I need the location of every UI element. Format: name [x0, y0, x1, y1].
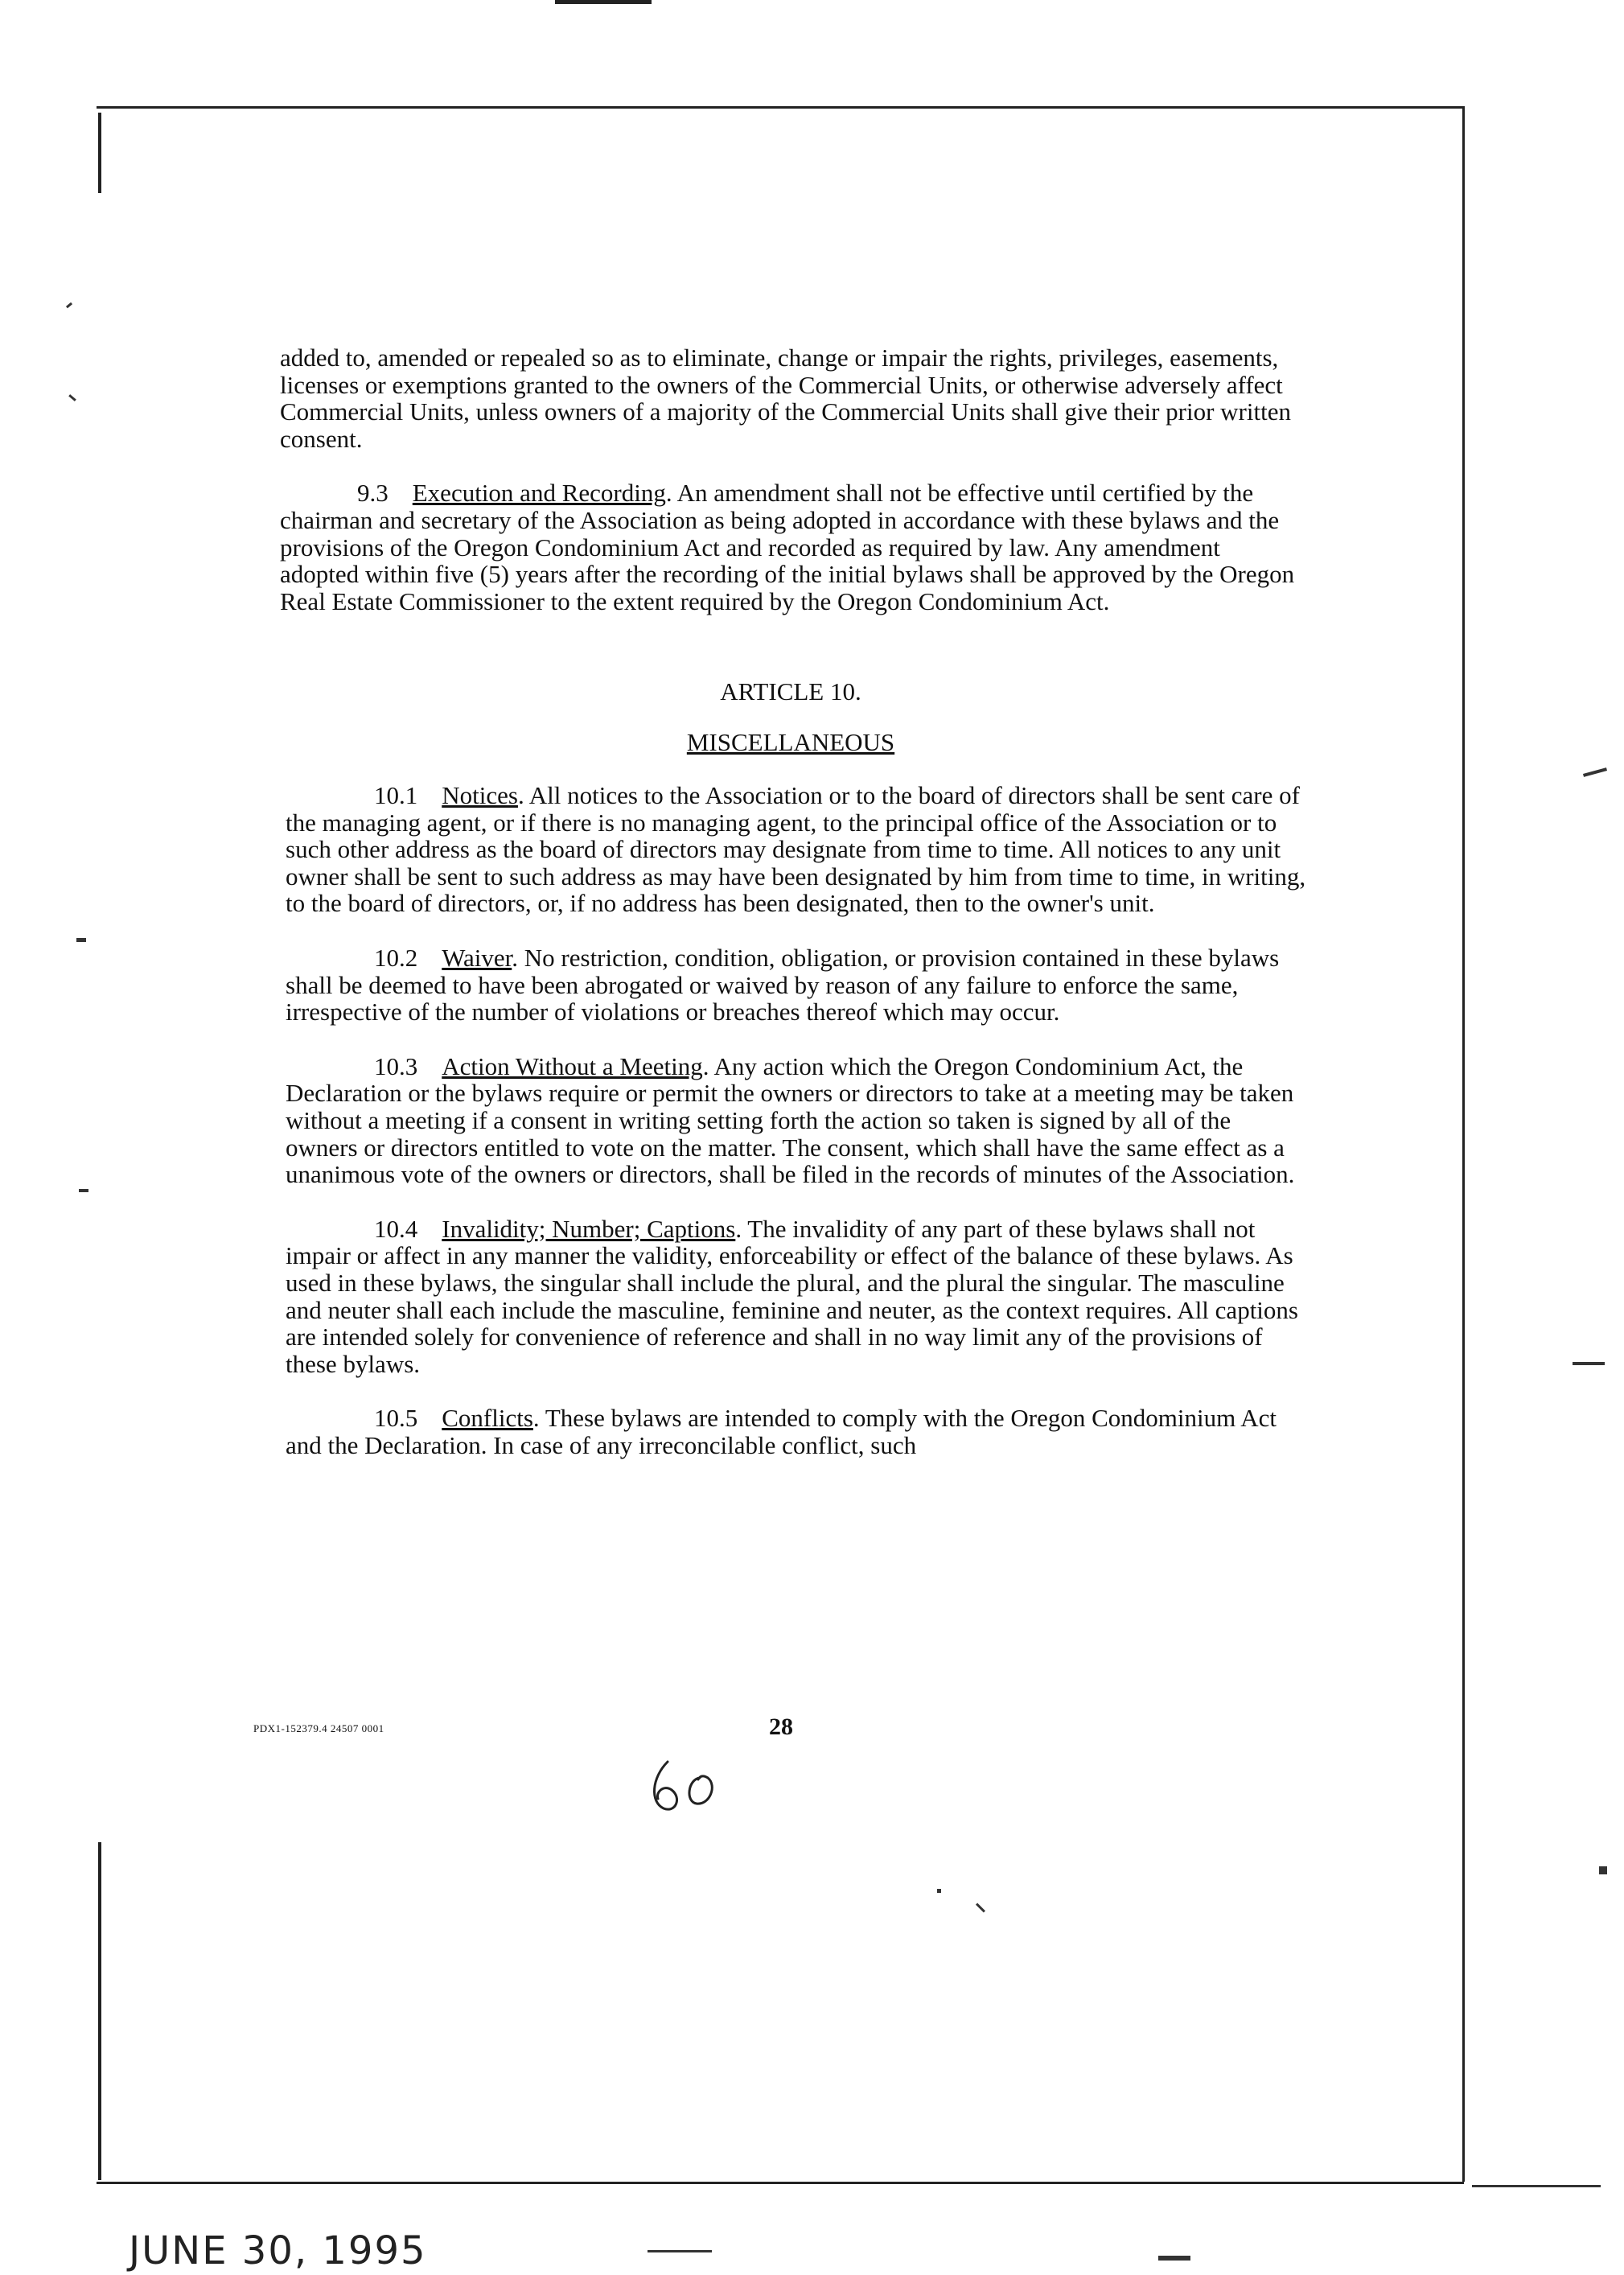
section-9-3 [280, 479, 1301, 615]
section-10-5 [286, 1405, 1307, 1458]
section-text: . All notices to the Association or to the board of directors shall be sent care of the managing agent, or if there is no managing agent, to the principal office of the Association or to such other address as the board of directors may designate from time to time. All notices to any unit owner shall be sent to such address as may have been designated by him from time to time, in writing, to the board of directors, or, if no address has been designated, then to the owner's unit. [286, 781, 1306, 918]
section-10-2 [286, 944, 1307, 1026]
frame-line-right [1462, 106, 1465, 2182]
handwritten-page-annotation [643, 1754, 732, 1822]
body-block-lower [286, 782, 1307, 1458]
section-title: Conflicts [442, 1404, 533, 1433]
scan-speck [68, 394, 76, 401]
frame-line-top [97, 106, 1464, 109]
scan-speck [79, 1189, 88, 1192]
section-10-1 [286, 782, 1307, 917]
article-number: ARTICLE 10. [720, 677, 861, 706]
section-number: 9.3 [357, 479, 389, 508]
section-number: 10.1 [374, 781, 418, 809]
section-title: Waiver [442, 943, 512, 972]
scan-speck [76, 938, 86, 942]
scan-speck [937, 1889, 941, 1893]
section-text: . These bylaws are intended to comply with the Oregon Condominium Act and the Declaration. In case of any irreconcilable conflict, such [286, 1404, 1277, 1459]
section-text: . Any action which the Oregon Condominium Act, the Declaration or the bylaws require or permit the owners or directors to take at a meeting may be taken without a meeting if a consent in writing setting forth the action so taken is signed by all of the owners or directors entitled to vote on the matter. The consent, which shall have the same effect as a unanimous vote of the owners or directors, shall be filed in the records of minutes of the Association. [286, 1051, 1295, 1189]
body-block-upper [280, 344, 1301, 615]
section-number: 10.2 [374, 943, 418, 972]
section-number: 10.4 [374, 1214, 418, 1243]
handwriting-60-drawing [643, 1754, 732, 1818]
scan-mark [555, 0, 652, 4]
article-title: MISCELLANEOUS [686, 728, 895, 756]
section-text: . An amendment shall not be effective until certified by the chairman and secretary of the Association as being adopted in accordance with these bylaws and the provisions of the Oregon Condominium Act and recorded as required by law. Any amendment adopted within five (5) years after the recording of the initial bylaws shall be approved by the Oregon Real Estate Commissioner to the extent required by the Oregon Condominium Act. [280, 479, 1295, 615]
scan-speck [1599, 1866, 1607, 1874]
scan-speck [1158, 2256, 1190, 2261]
scan-speck [976, 1903, 985, 1912]
frame-line-bottom [97, 2182, 1464, 2184]
handwritten-date: JUNE 30, 1995 [129, 2228, 427, 2273]
document-code: PDX1-152379.4 24507 0001 [253, 1722, 384, 1734]
section-10-4 [286, 1216, 1307, 1378]
scan-speck [648, 2250, 712, 2252]
section-number: 10.5 [374, 1404, 418, 1433]
section-number: 10.3 [374, 1051, 418, 1080]
section-text: . The invalidity of any part of these bylaws shall not impair or affect in any manner the validity, enforceability or effect of the balance of these bylaws. As used in these bylaws, the singular shall include the plural, and the plural the singular. The masculine and neuter shall each include the masculine, feminine and neuter, as the context requires. All captions are intended solely for convenience of reference and shall in no way limit any of the provisions of these bylaws. [286, 1214, 1298, 1378]
section-title: Action Without a Meeting [442, 1051, 703, 1080]
frame-line-left-lower [98, 1842, 101, 2180]
continuation-paragraph: added to, amended or repealed so as to eliminate, change or impair the rights, privileges, easements, licenses or exemptions granted to the owners of the Commercial Units, or otherwise adversely affect Commercial Units, unless owners of a majority of the Commercial Units shall give their prior written consent. [280, 344, 1291, 453]
scan-speck [66, 302, 72, 308]
scan-speck [1573, 1362, 1605, 1365]
frame-line-left-upper [98, 113, 101, 193]
scan-speck [1472, 2185, 1601, 2187]
section-title: Notices [442, 781, 518, 809]
section-title: Execution and Recording [412, 479, 666, 508]
section-title: Invalidity; Number; Captions [442, 1214, 736, 1243]
section-10-3 [286, 1053, 1307, 1188]
scan-speck [1583, 767, 1607, 777]
section-text: . No restriction, condition, obligation, or provision contained in these bylaws shall be deemed to have been abrogated or waived by reason of any failure to enforce the same, irrespective of the number of violations or breaches thereof which may occur. [286, 943, 1280, 1026]
page-number: 28 [769, 1713, 793, 1740]
